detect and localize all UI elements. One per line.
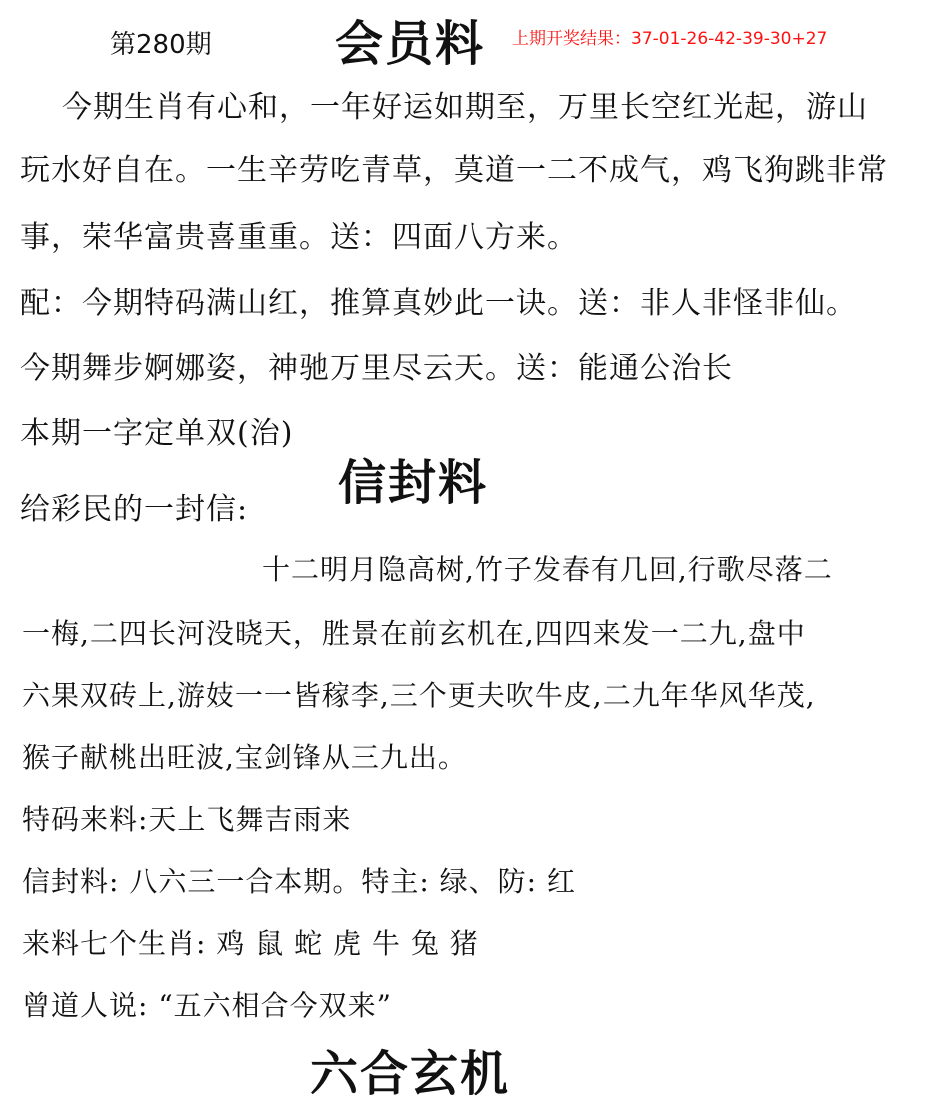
poem-line-2: 一梅,二四长河没晓天，胜景在前玄机在,四四来发一二九,盘中 <box>22 617 806 650</box>
footer-title: 六合玄机 <box>310 1046 511 1102</box>
special-number-clue: 特码来料:天上飞舞吉雨来 <box>22 803 352 836</box>
poem-line-3: 六果双砖上,游妓一一皆稼李,三个更夫吹牛皮,二九年华风华茂, <box>22 679 816 712</box>
envelope-clue: 信封料: 八六三一合本期。特主: 绿、防: 红 <box>22 865 577 898</box>
member-line-4: 配：今期特码满山红，推算真妙此一诀。送：非人非怪非仙。 <box>20 286 857 321</box>
taoist-saying: 曾道人说: “五六相合今双来” <box>22 989 392 1022</box>
issue-number: 第280期 <box>110 30 212 60</box>
envelope-material-title: 信封料 <box>338 455 489 511</box>
member-material-title: 会员料 <box>335 16 486 72</box>
member-line-3: 事，荣华富贵喜重重。送：四面八方来。 <box>20 220 578 255</box>
member-line-1: 今期生肖有心和，一年好运如期至，万里长空红光起，游山 <box>62 90 868 125</box>
poem-line-1: 十二明月隐高树,竹子发春有几回,行歌尽落二 <box>262 553 833 586</box>
poem-line-4: 猴子献桃出旺波,宝剑锋从三九出。 <box>22 741 467 774</box>
member-line-2: 玩水好自在。一生辛劳吃青草，莫道一二不成气，鸡飞狗跳非常 <box>20 153 888 188</box>
last-draw-result: 上期开奖结果：37-01-26-42-39-30+27 <box>512 29 828 49</box>
member-line-5: 今期舞步婀娜姿，神驰万里尽云天。送：能通公治长 <box>20 351 733 386</box>
member-line-6: 本期一字定单双(治) <box>20 416 294 451</box>
envelope-intro: 给彩民的一封信: <box>20 492 249 527</box>
zodiac-clue: 来料七个生肖: 鸡 鼠 蛇 虎 牛 兔 猪 <box>22 927 479 960</box>
